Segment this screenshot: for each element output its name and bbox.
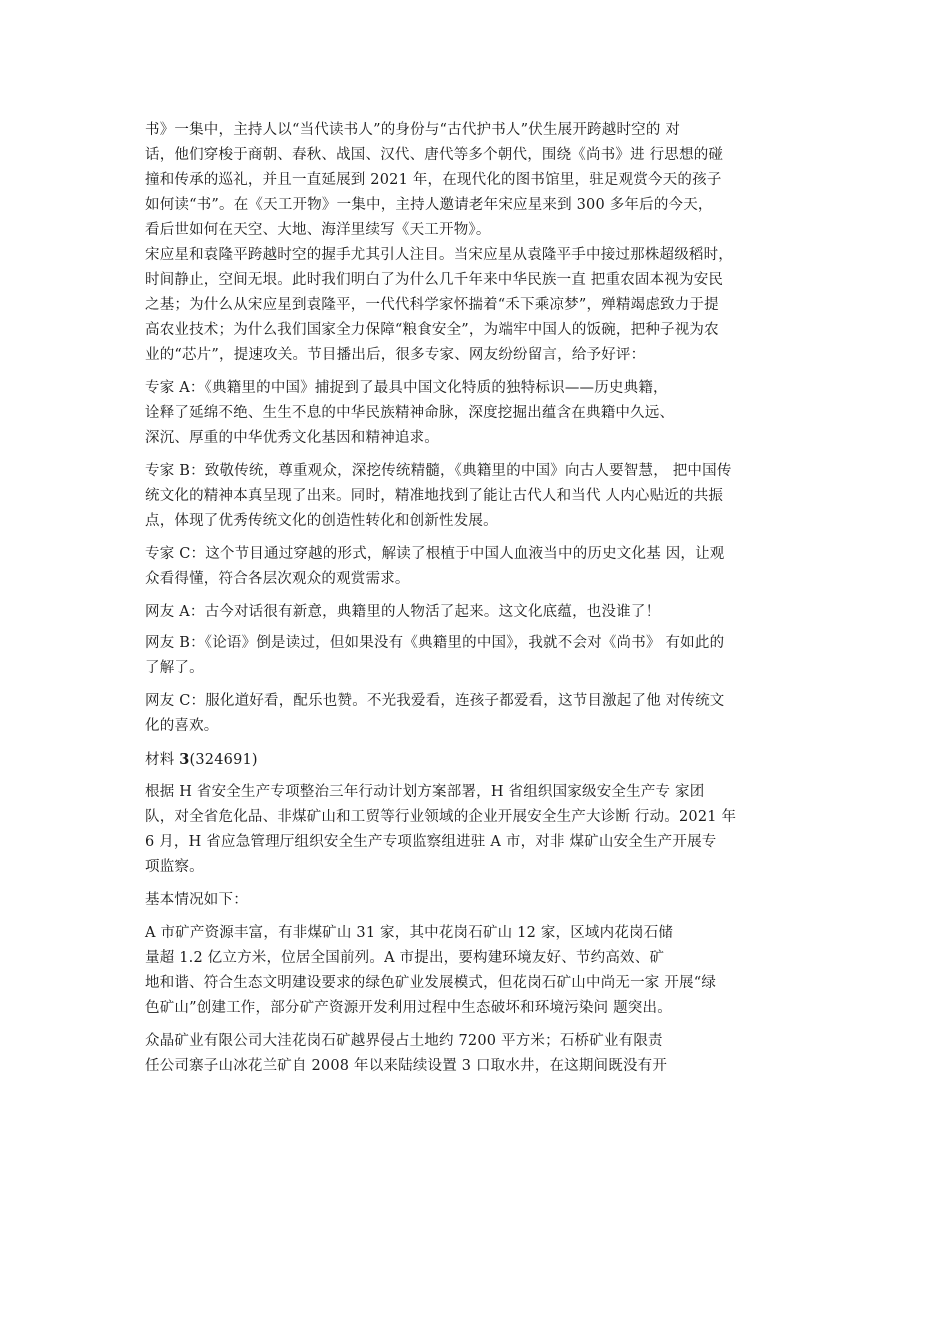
material-heading (145, 747, 813, 772)
text-line: 诠释了延绵不绝、生生不息的中华民族精神命脉，深度挖掘出蕴含在典籍中久远、 (145, 405, 675, 421)
text-line: 量超 1.2 亿立方米，位居全国前列。A 市提出，要构建环境友好、节约高效、矿 (145, 950, 665, 966)
document-page (145, 118, 813, 1079)
material-heading-prefix: 材料 (145, 752, 180, 768)
text-line: 时间静止，空间无垠。此时我们明白了为什么几千年来中华民族一直 把重农固本视为安民 (145, 272, 724, 288)
text-line: 任公司寨子山冰花兰矿自 2008 年以来陆续设置 3 口取水井，在这期间既没有开 (145, 1058, 668, 1074)
paragraph-intro (145, 118, 813, 243)
text-line: 众晶矿业有限公司大洼花岗石矿越界侵占土地约 7200 平方米；石桥矿业有限责 (145, 1033, 663, 1049)
paragraph-mineral-resources (145, 921, 813, 1021)
paragraph-expert-c (145, 542, 813, 592)
text-line: 地和谐、符合生态文明建设要求的绿色矿业发展模式，但花岗石矿山中尚无一家 开展“绿 (145, 975, 717, 991)
material-heading-code: (324691) (189, 752, 258, 768)
text-line: 宋应星和袁隆平跨越时空的握手尤其引人注目。当宋应星从袁隆平手中接过那株超级稻时， (145, 247, 733, 263)
paragraph-mining-companies (145, 1029, 813, 1079)
text-line: 点，体现了优秀传统文化的创造性转化和创新性发展。 (145, 513, 498, 529)
text-line: 基本情况如下： (145, 892, 248, 908)
text-line: 队，对全省危化品、非煤矿山和工贸等行业领域的企业开展安全生产大诊断 行动。2021 年 (145, 809, 737, 825)
text-line: 深沉、厚重的中华优秀文化基因和精神追求。 (145, 430, 439, 446)
paragraph-netizen-c (145, 689, 813, 739)
text-line: 网友 A：古今对话很有新意，典籍里的人物活了起来。这文化底蕴，也没谁了！ (145, 604, 661, 620)
paragraph-basic-situation (145, 888, 813, 913)
text-line: 色矿山”创建工作，部分矿产资源开发利用过程中生态破坏和环境污染问 题突出。 (145, 1000, 672, 1016)
text-line: 6 月，H 省应急管理厅组织安全生产专项监察组进驻 A 市，对非 煤矿山安全生产开展专 (145, 834, 717, 850)
text-line: 书》一集中，主持人以“当代读书人”的身份与“古代护书人”伏生展开跨越时空的 对 (145, 122, 681, 138)
text-line: 业的“芯片”，提速攻关。节目播出后，很多专家、网友纷纷留言，给予好评： (145, 347, 646, 363)
text-line: 话，他们穿梭于商朝、春秋、战国、汉代、唐代等多个朝代，围绕《尚书》进 行思想的碰 (145, 147, 724, 163)
text-line: 专家 A：《典籍里的中国》捕捉到了最具中国文化特质的独特标识——历史典籍， (145, 380, 668, 396)
text-line: 化的喜欢。 (145, 718, 219, 734)
text-line: A 市矿产资源丰富，有非煤矿山 31 家，其中花岗石矿山 12 家，区域内花岗石储 (145, 925, 674, 941)
text-line: 了解了。 (145, 660, 204, 676)
text-line: 专家 C：这个节目通过穿越的形式，解读了根植于中国人血液当中的历史文化基 因，让观 (145, 546, 725, 562)
text-line: 看后世如何在天空、大地、海洋里续写《天工开物》。 (145, 222, 491, 238)
text-line: 网友 C：服化道好看，配乐也赞。不光我爱看，连孩子都爱看，这节目激起了他 对传统文 (145, 693, 725, 709)
paragraph-material3-intro (145, 780, 813, 880)
text-line: 撞和传承的巡礼，并且一直延展到 2021 年，在现代化的图书馆里，驻足观赏今天的孩子 (145, 172, 722, 188)
text-line: 高农业技术；为什么我们国家全力保障“粮食安全”，为端牢中国人的饭碗，把种子视为农 (145, 322, 719, 338)
text-line: 众看得懂，符合各层次观众的观赏需求。 (145, 571, 410, 587)
text-line: 项监察。 (145, 859, 204, 875)
text-line: 如何读“书”。在《天工开物》一集中，主持人邀请老年宋应星来到 300 多年后的今天， (145, 197, 713, 213)
paragraph-expert-a (145, 376, 813, 451)
text-line: 根据 H 省安全生产专项整治三年行动计划方案部署，H 省组织国家级安全生产专 家团 (145, 784, 705, 800)
text-line: 之基；为什么从宋应星到袁隆平，一代代科学家怀揣着“禾下乘凉梦”，殚精竭虑致力于提 (145, 297, 719, 313)
paragraph-netizen-b (145, 631, 813, 681)
paragraph-handshake (145, 243, 813, 368)
paragraph-expert-b (145, 459, 813, 534)
text-line: 统文化的精神本真呈现了出来。同时，精准地找到了能让古代人和当代 人内心贴近的共振 (145, 488, 724, 504)
text-line: 网友 B：《论语》倒是读过，但如果没有《典籍里的中国》，我就不会对《尚书》 有如此的 (145, 635, 725, 651)
material-heading-number: 3 (179, 751, 190, 768)
paragraph-netizen-a (145, 600, 813, 625)
text-line: 专家 B：致敬传统，尊重观众，深挖传统精髓，《典籍里的中国》向古人要智慧， 把中国传 (145, 463, 732, 479)
